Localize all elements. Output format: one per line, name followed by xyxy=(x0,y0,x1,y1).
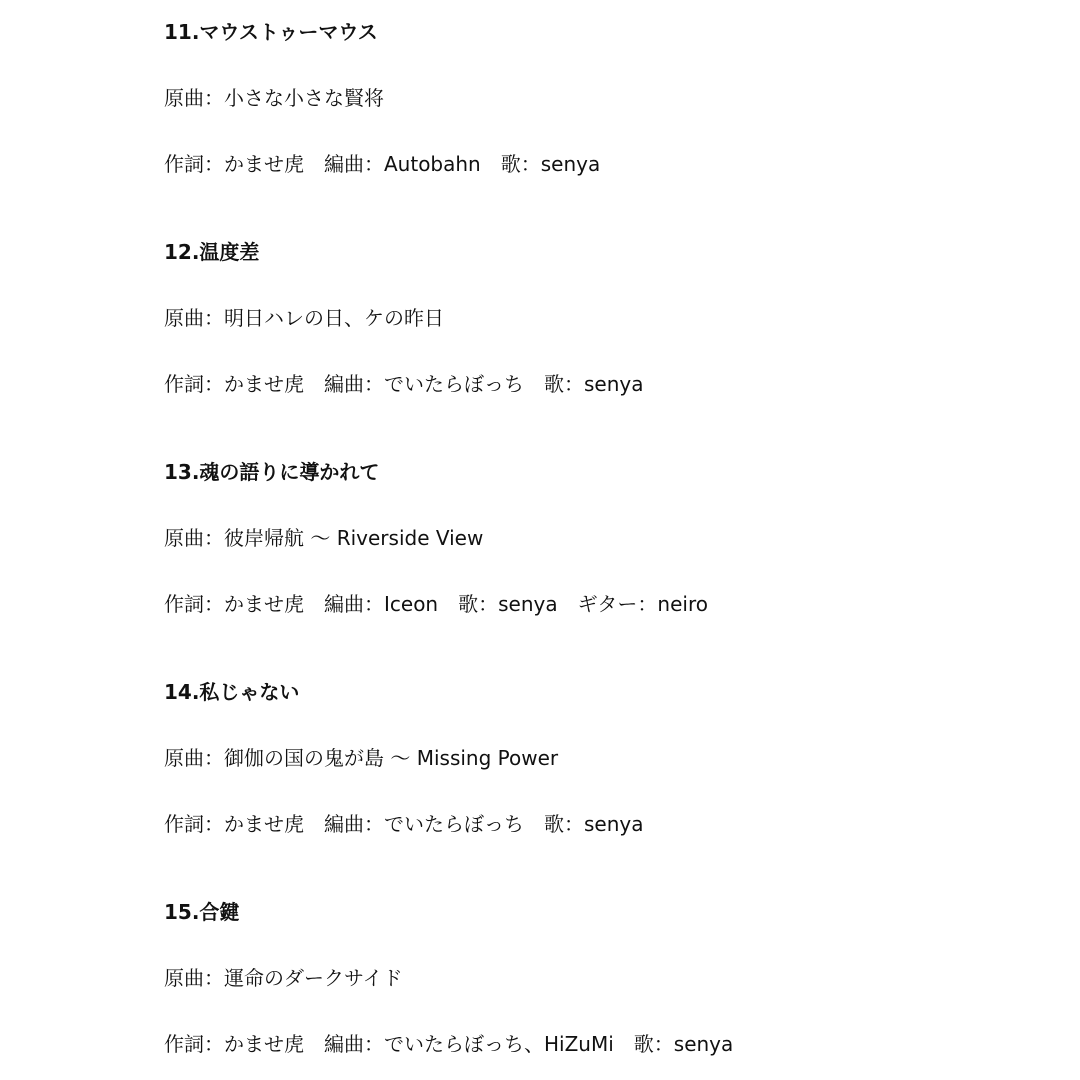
track-credits: 作詞：かませ虎 編曲：Iceon 歌：senya ギター：neiro xyxy=(164,592,708,616)
track-credits: 作詞：かませ虎 編曲：でいたらぼっち 歌：senya xyxy=(164,372,644,396)
track-original: 原曲：御伽の国の鬼が島 ～ Missing Power xyxy=(164,746,559,770)
track-title: 11.マウストゥーマウス xyxy=(164,20,378,44)
track-title: 15.合鍵 xyxy=(164,900,240,924)
track-title: 12.温度差 xyxy=(164,240,260,264)
track-credits: 作詞：かませ虎 編曲：でいたらぼっち 歌：senya xyxy=(164,812,644,836)
track-original: 原曲：運命のダークサイド xyxy=(164,966,403,990)
track-original: 原曲：彼岸帰航 ～ Riverside View xyxy=(164,526,484,550)
track-title: 13.魂の語りに導かれて xyxy=(164,460,380,484)
track-original: 原曲：明日ハレの日、ケの昨日 xyxy=(164,306,444,330)
track-credits: 作詞：かませ虎 編曲：Autobahn 歌：senya xyxy=(164,152,601,176)
track-title: 14.私じゃない xyxy=(164,680,300,704)
track-original: 原曲：小さな小さな賢将 xyxy=(164,86,384,110)
track-credits: 作詞：かませ虎 編曲：でいたらぼっち、HiZuMi 歌：senya xyxy=(164,1032,734,1056)
